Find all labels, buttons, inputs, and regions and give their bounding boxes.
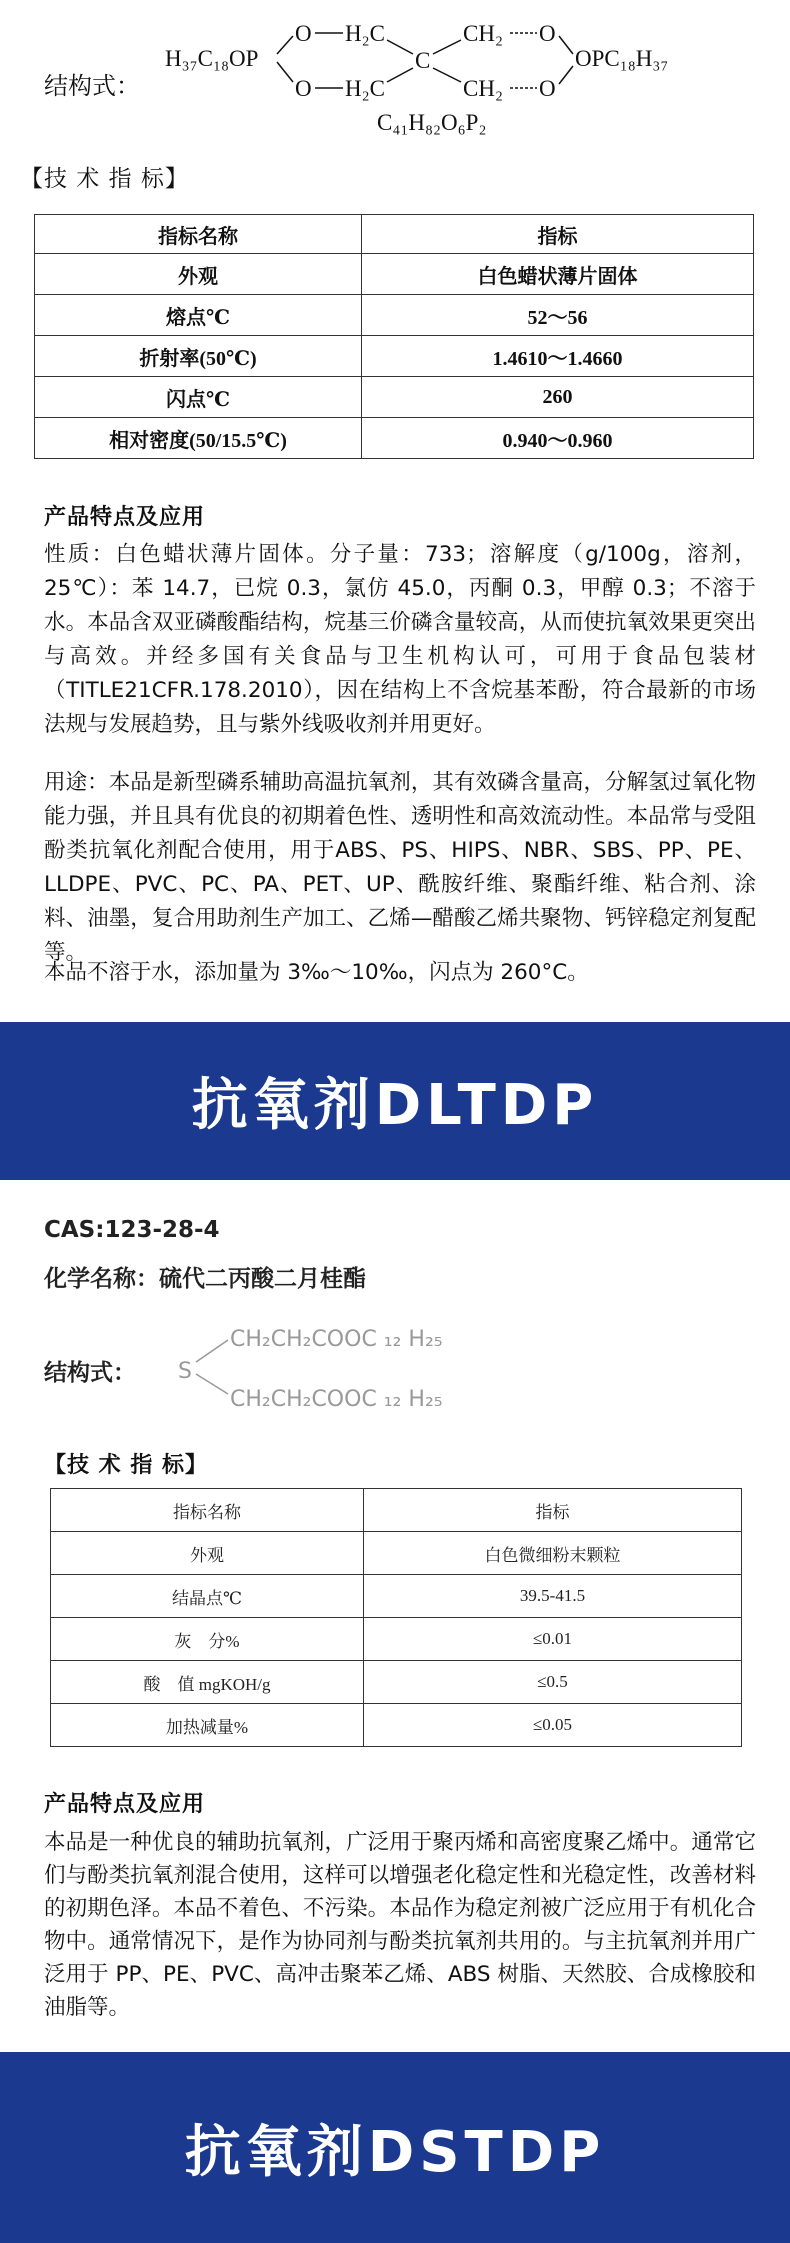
table-header-cell: 指标名称 — [35, 215, 362, 254]
table-row — [51, 1575, 742, 1618]
spec-heading-2: 【技 术 指 标】 — [44, 1453, 208, 1478]
structure-diagram-thiodipropionate — [160, 1322, 500, 1414]
table-row — [51, 1532, 742, 1575]
table-row — [35, 418, 754, 459]
table-row — [51, 1618, 742, 1661]
atom-o-4: O — [539, 76, 556, 101]
table-cell-name: 外观 — [35, 254, 362, 295]
structure-label-2: 结构式： — [44, 1360, 136, 1386]
table-cell-name: 外观 — [51, 1532, 364, 1575]
table-header-cell: 指标 — [364, 1489, 742, 1532]
paragraph-dosage: 本品不溶于水，添加量为 3‰～10‰，闪点为 260°C。 — [44, 960, 589, 985]
chemical-name: 化学名称：硫代二丙酸二月桂酯 — [44, 1266, 366, 1292]
table-cell-value: 白色微细粉末颗粒 — [364, 1532, 742, 1575]
formula-right-group: OPC₁₈H₃₇ — [575, 46, 669, 71]
cas-number: CAS:123-28-4 — [44, 1217, 220, 1243]
spec-table-2 — [50, 1488, 742, 1747]
banner-title: 抗氧剂DLTDP — [191, 1073, 599, 1138]
table-header-row — [51, 1489, 742, 1532]
paragraph-properties: 性质：白色蜡状薄片固体。分子量：733；溶解度（g/100g，溶剂，25℃）：苯 14.7，已烷 0.3，氯仿 45.0，丙酮 0.3，甲醇 0.3；不溶于水。本品含双亚磷酸酯结构，烷基三价磷含量较高，从而使抗氧效果更突出与高效。并经多国有关食品与卫生机构认可，可用于食品包装材（TITLE21CFR.178.2010），因在结构上不含烷基苯酚，符合最新的市场法规与发展趋势，且与紫外线吸收剂并用更好。 — [44, 542, 756, 737]
table-row — [35, 377, 754, 418]
table-cell-value: ≤0.01 — [364, 1618, 742, 1661]
table-row — [35, 254, 754, 295]
ch2-left-bottom: H₂C — [345, 76, 385, 101]
structure-diagram-diphosphite — [165, 16, 725, 136]
features-title-2: 产品特点及应用 — [44, 1792, 206, 1817]
table-cell-name: 折射率(50℃) — [35, 336, 362, 377]
paragraph-usage: 用途：本品是新型磷系辅助高温抗氧剂，其有效磷含量高，分解氢过氧化物能力强，并且具有优良的初期着色性、透明性和高效流动性。本品常与受阻酚类抗氧化剂配合使用，用于ABS、PS、HIPS、NBR、SBS、PP、PE、LLDPE、PVC、PC、PA、PET、UP、酰胺纤维、聚酯纤维、粘合剂、涂料、油墨，复合用助剂生产加工、乙烯—醋酸乙烯共聚物、钙锌稳定剂复配等。 — [44, 770, 756, 965]
molecular-formula: C₄₁H₈₂O₆P₂ — [377, 110, 487, 135]
product-banner-dltdp — [0, 1022, 790, 1180]
table-cell-value: 白色蜡状薄片固体 — [362, 254, 754, 295]
chain-top: CH₂CH₂COOC ₁₂ H₂₅ — [230, 1327, 443, 1352]
ch2-left-top: H₂C — [345, 21, 385, 46]
table-row — [51, 1661, 742, 1704]
table-cell-value: ≤0.05 — [364, 1704, 742, 1747]
ch2-right-bottom: CH₂ — [463, 76, 503, 101]
table-cell-value: 260 — [362, 377, 754, 418]
table-header-row — [35, 215, 754, 254]
table-cell-value: 0.940～0.960 — [362, 418, 754, 459]
table-row — [51, 1704, 742, 1747]
paragraph-dltdp: 本品是一种优良的辅助抗氧剂，广泛用于聚丙烯和高密度聚乙烯中。通常它们与酚类抗氧剂混合使用，这样可以增强老化稳定性和光稳定性，改善材料的初期色泽。本品不着色、不污染。本品作为稳定剂被广泛应用于有机化合物中。通常情况下，是作为协同剂与酚类抗氧剂共用的。与主抗氧剂并用广泛用于 PP、PE、PVC、高冲击聚苯乙烯、ABS 树脂、天然胶、合成橡胶和油脂等。 — [44, 1830, 756, 2020]
atom-o-2: O — [295, 76, 312, 101]
formula-left-group: H₃₇C₁₈OP — [165, 46, 259, 71]
table-row — [35, 295, 754, 336]
table-cell-name: 灰 分% — [51, 1618, 364, 1661]
table-row — [35, 336, 754, 377]
table-cell-value: 1.4610～1.4660 — [362, 336, 754, 377]
table-cell-value: ≤0.5 — [364, 1661, 742, 1704]
spec-heading-1: 【技 术 指 标】 — [20, 166, 189, 192]
chain-bottom: CH₂CH₂COOC ₁₂ H₂₅ — [230, 1387, 443, 1412]
table-header-cell: 指标 — [362, 215, 754, 254]
atom-c-center: C — [415, 48, 431, 73]
atom-s: S — [178, 1359, 192, 1384]
table-cell-value: 39.5-41.5 — [364, 1575, 742, 1618]
table-cell-name: 熔点℃ — [35, 295, 362, 336]
table-cell-value: 52～56 — [362, 295, 754, 336]
banner-title: 抗氧剂DSTDP — [184, 2119, 606, 2185]
atom-o-1: O — [295, 21, 312, 46]
product-banner-dstdp — [0, 2052, 790, 2243]
table-cell-name: 加热减量% — [51, 1704, 364, 1747]
table-header-cell: 指标名称 — [51, 1489, 364, 1532]
table-cell-name: 闪点℃ — [35, 377, 362, 418]
atom-o-3: O — [539, 21, 556, 46]
structure-label: 结构式： — [44, 72, 140, 100]
spec-table-1 — [34, 214, 754, 459]
ch2-right-top: CH₂ — [463, 21, 503, 46]
table-cell-name: 相对密度(50/15.5℃) — [35, 418, 362, 459]
table-cell-name: 酸 值 mgKOH/g — [51, 1661, 364, 1704]
table-cell-name: 结晶点℃ — [51, 1575, 364, 1618]
features-title-1: 产品特点及应用 — [44, 505, 206, 530]
